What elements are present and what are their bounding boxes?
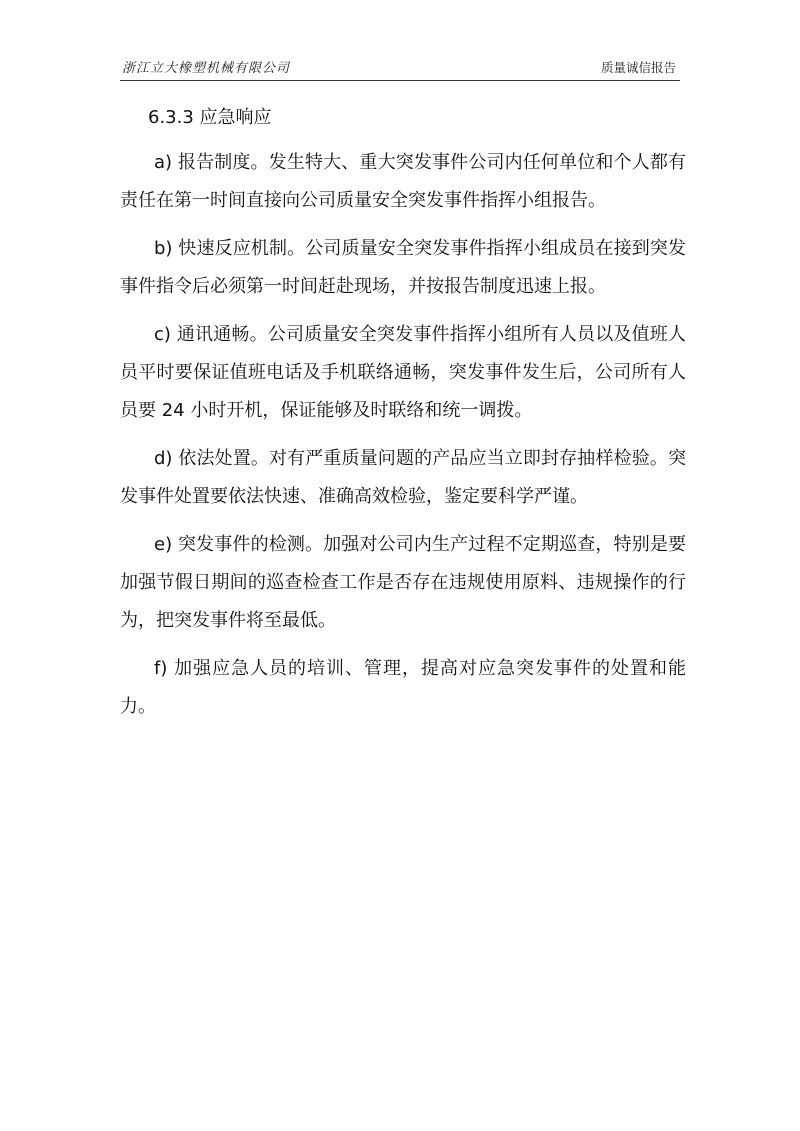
paragraph-e-incident-detection: e) 突发事件的检测。加强对公司内生产过程不定期巡查，特别是要加强节假日期间的巡查检查工作是否存在违规使用原料、违规操作的行为，把突发事件将至最低。 <box>120 534 686 631</box>
paragraph-b-rapid-response: b) 快速反应机制。公司质量安全突发事件指挥小组成员在接到突发事件指令后必须第一时间赶赴现场，并按报告制度迅速上报。 <box>120 238 686 297</box>
page-header <box>120 52 680 81</box>
paragraph-f-staff-training: f) 加强应急人员的培训、管理，提高对应急突发事件的处置和能力。 <box>120 658 686 717</box>
header-company-name: 浙江立大橡塑机械有限公司 <box>122 61 291 76</box>
paragraph-d-lawful-handling: d) 依法处置。对有严重质量问题的产品应当立即封存抽样检验。突发事件处置要依法快速、准确高效检验，鉴定要科学严谨。 <box>120 448 686 507</box>
document-body <box>120 100 686 736</box>
header-report-title: 质量诚信报告 <box>600 60 676 75</box>
section-title: 6.3.3 应急响应 <box>148 107 272 128</box>
paragraph-c-communication: c) 通讯通畅。公司质量安全突发事件指挥小组所有人员以及值班人员平时要保证值班电话及手机联络通畅，突发事件发生后，公司所有人员要 24 小时开机，保证能够及时联络和统一调拨。 <box>120 324 686 421</box>
paragraph-a-reporting-system: a) 报告制度。发生特大、重大突发事件公司内任何单位和个人都有责任在第一时间直接向公司质量安全突发事件指挥小组报告。 <box>120 152 686 211</box>
